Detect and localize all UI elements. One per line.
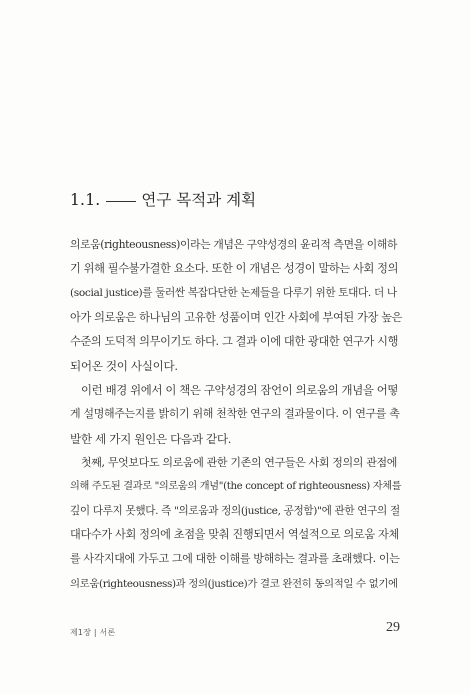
body-line: 깊이 다루지 못했다. 즉 "의로움과 정의(justice, 공정함)"에 관한 연구의 절 bbox=[70, 505, 400, 518]
body-line: 의로움(righteousness)이라는 개념은 구약성경의 윤리적 측면을 이해하 bbox=[70, 238, 398, 251]
body-line: 이런 배경 위에서 이 책은 구약성경의 잠언이 의로움의 개념을 어떻 bbox=[81, 383, 399, 398]
section-title: 연구 목적과 계획 bbox=[141, 191, 257, 209]
body-line: (social justice)를 둘러싼 복잡다단한 논제들을 다루기 위한 토대다. 더 나 bbox=[70, 287, 397, 300]
body-line: 첫째, 무엇보다도 의로움에 관한 기존의 연구들은 사회 정의의 관점에 bbox=[81, 455, 398, 469]
body-text bbox=[70, 233, 402, 596]
body-line: 의로움(righteousness)과 정의(justice)가 결코 완전히 동의적일 수 없기에 bbox=[70, 577, 398, 590]
section-number: 1.1. bbox=[70, 191, 101, 209]
section-heading bbox=[70, 188, 256, 210]
heading-dash bbox=[106, 201, 136, 202]
body-line: 기 위해 필수불가결한 요소다. 또한 이 개념은 성경이 말하는 사회 정의 bbox=[70, 262, 399, 276]
page-number: 29 bbox=[386, 620, 400, 635]
body-line: 수준의 도덕적 의무이기도 하다. 그 결과 이에 대한 광대한 연구가 시행 bbox=[70, 334, 399, 348]
body-line: 아가 의로움은 하나님의 고유한 성품이며 인간 사회에 부여된 가장 높은 bbox=[70, 310, 403, 324]
body-line: 게 설명해주는지를 밝히기 위해 천착한 연구의 결과물이다. 이 연구를 촉 bbox=[70, 407, 400, 421]
body-line: 대다수가 사회 정의에 초점을 맞춰 진행되면서 역설적으로 의로움 자체 bbox=[70, 528, 399, 542]
body-line: 의해 주도된 결과로 "의로움의 개념"(the concept of righteousness) 자체를 bbox=[70, 480, 402, 492]
body-line: 되어온 것이 사실이다. bbox=[70, 358, 178, 373]
running-footer-chapter: 제1장 | 서론 bbox=[70, 628, 116, 637]
body-line: 발한 세 가지 원인은 다음과 같다. bbox=[70, 431, 232, 446]
body-line: 를 사각지대에 가두고 그에 대한 이해를 방해하는 결과를 초래했다. 이는 bbox=[70, 552, 400, 566]
